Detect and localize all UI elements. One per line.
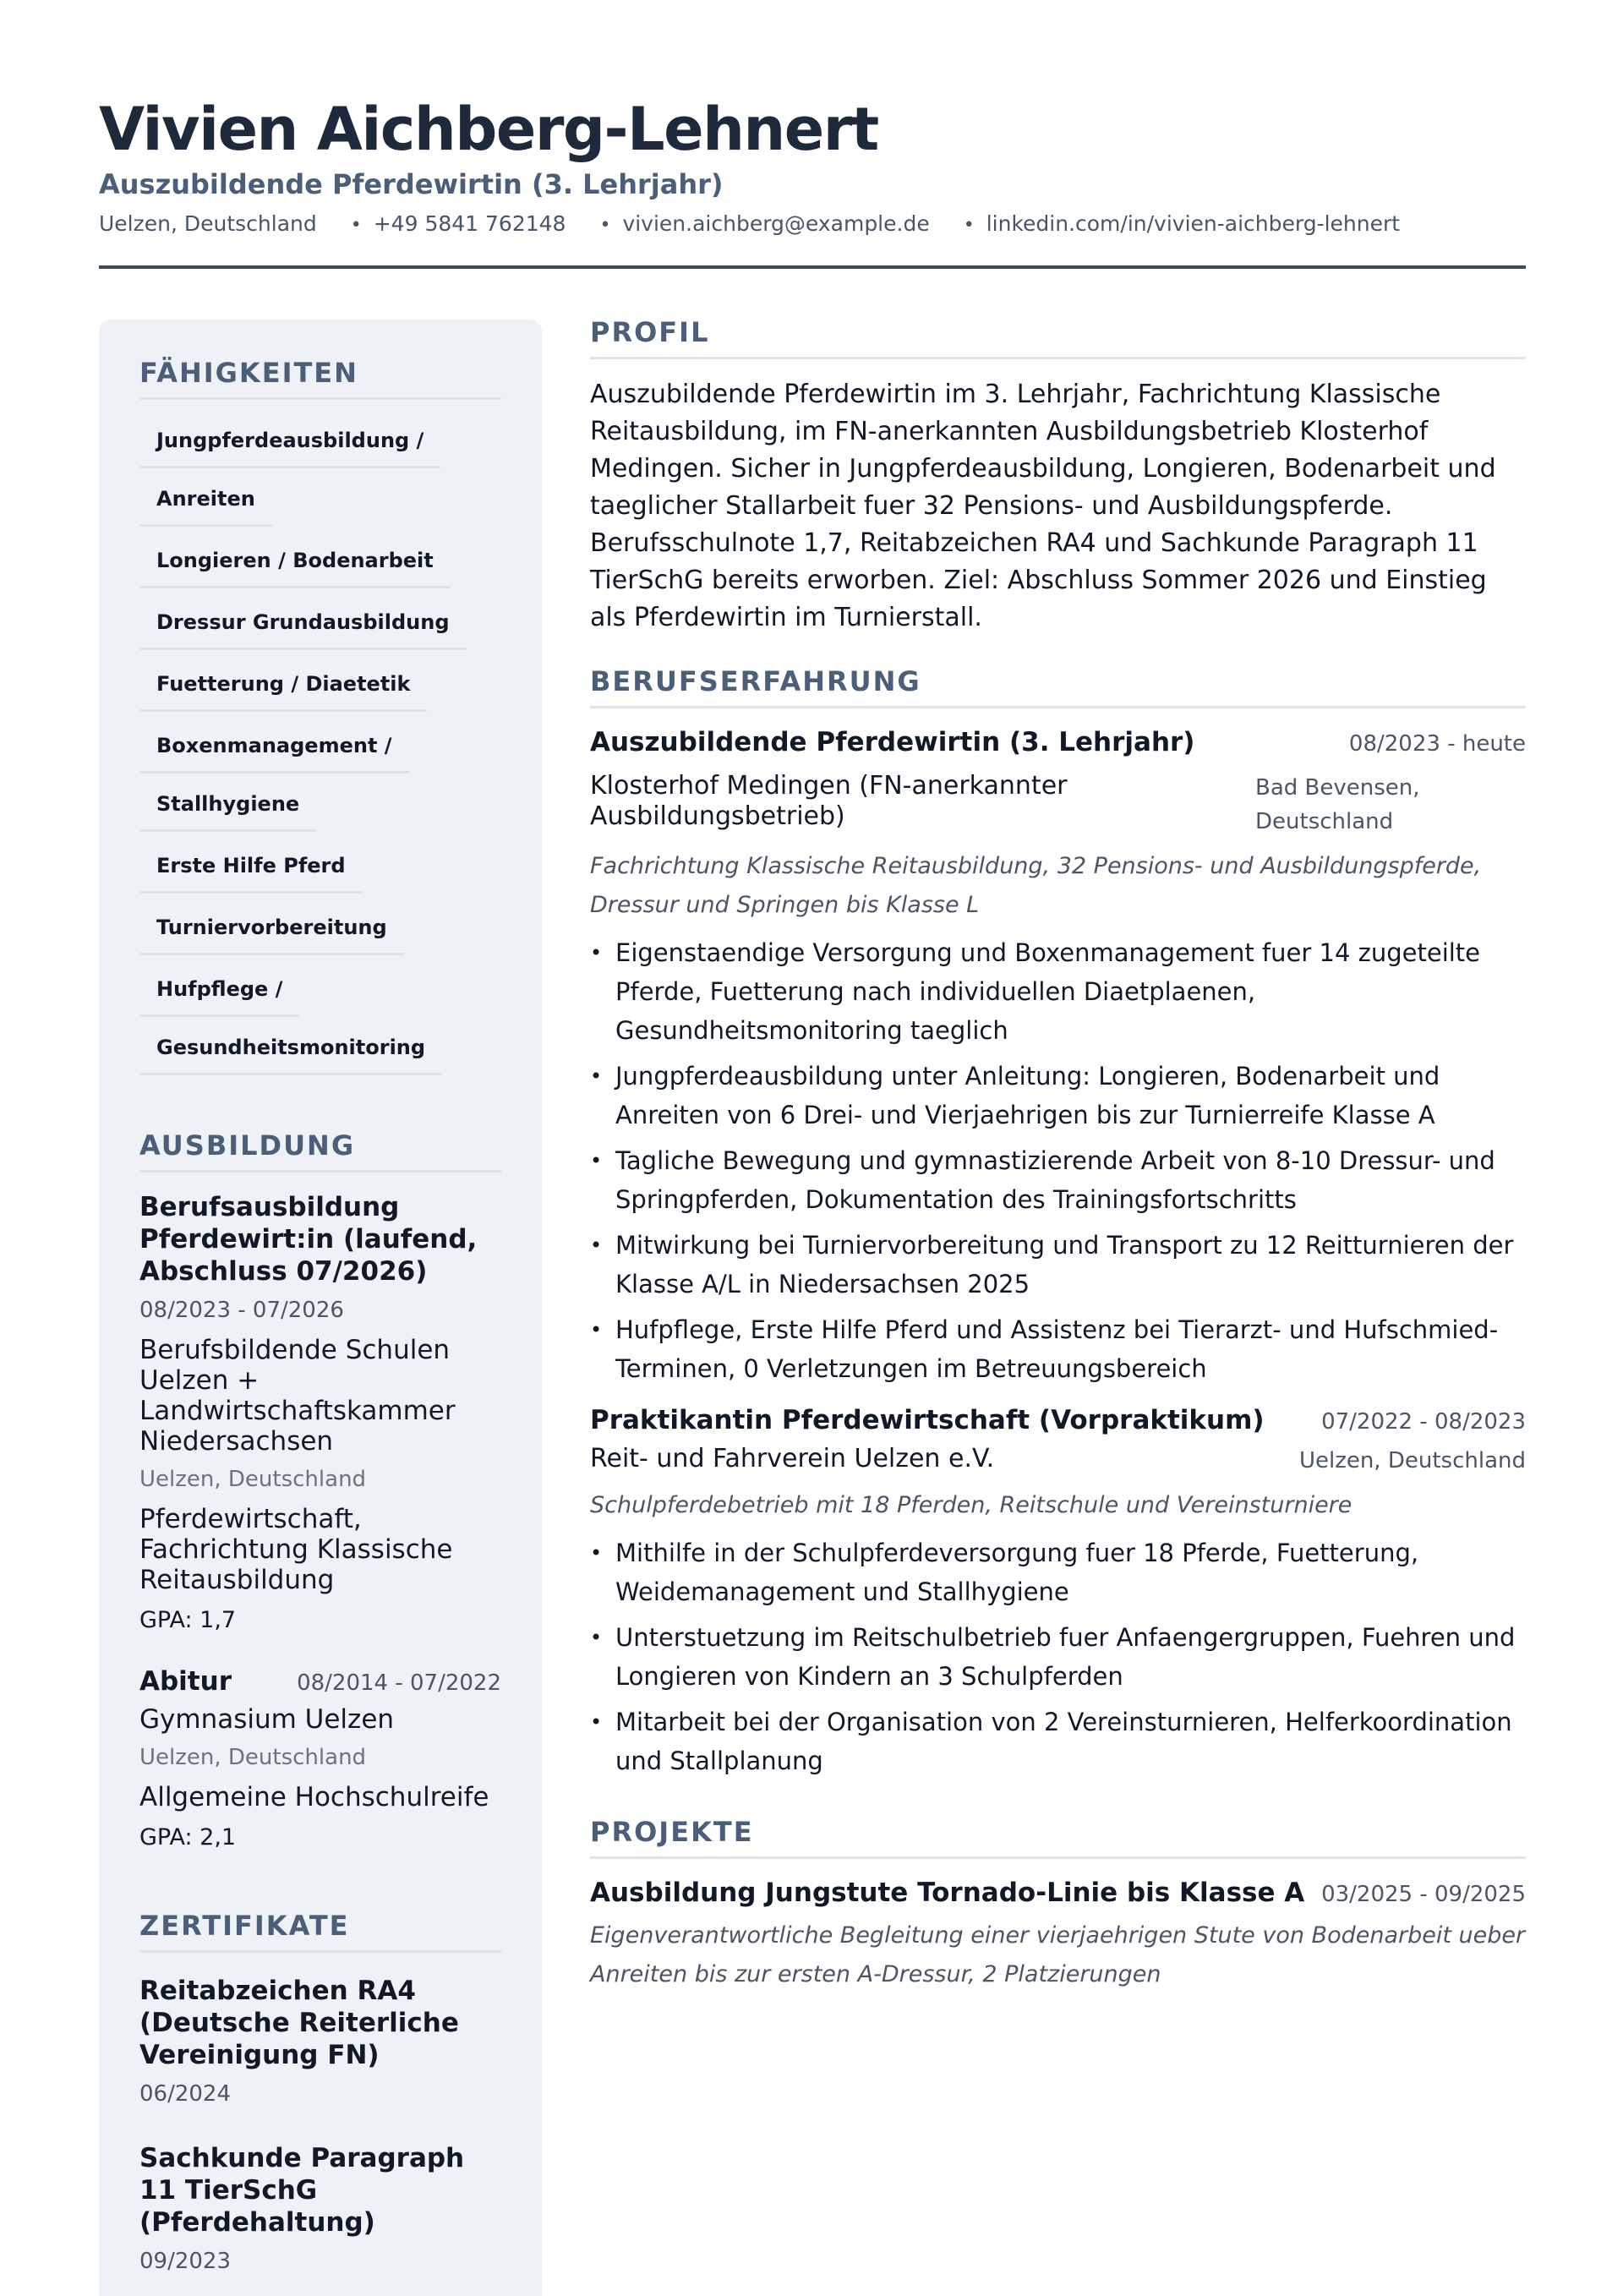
skill-tag: Boxenmanagement /	[139, 720, 409, 774]
job-entry	[590, 1405, 1526, 1780]
job-bullet: • Mitarbeit bei der Organisation von 2 Vereinsturnieren, Helferkoordination und Stallplanung	[590, 1703, 1526, 1780]
skill-tag: Dressur Grundausbildung	[139, 597, 467, 650]
job-bullet: • Tagliche Bewegung und gymnastizierende Arbeit von 8-10 Dressur- und Springpferden, Dokumentation des Trainingsfortschritts	[590, 1141, 1526, 1219]
job-entry	[590, 727, 1526, 1388]
job-organization: Reit- und Fahrverein Uelzen e.V.	[590, 1444, 995, 1473]
skill-tag: Fuetterung / Diaetetik	[139, 659, 427, 712]
skill-tag-cont: Gesundheitsmonitoring	[139, 1022, 442, 1075]
job-location: Bad Bevensen, Deutschland	[1255, 775, 1420, 834]
cert-name: Sachkunde Paragraph 11 TierSchG (Pferdehaltung)	[139, 2143, 465, 2238]
job-bullet: • Mitwirkung bei Turniervorbereitung und Transport zu 12 Reitturnieren der Klasse A/L in Niedersachsen 2025	[590, 1226, 1526, 1304]
job-bullet: • Jungpferdeausbildung unter Anleitung: Longieren, Bodenarbeit und Anreiten von 6 Drei- und Vierjaehrigen bis zur Turnierreife Klasse A	[590, 1057, 1526, 1134]
edu-dates: 08/2014 - 07/2022	[297, 1670, 501, 1696]
contact-phone: • +49 5841 762148	[351, 210, 566, 240]
contact-email: • vivien.aichberg@example.de	[599, 210, 929, 240]
edu-location: Uelzen, Deutschland	[139, 1745, 367, 1770]
certificate-entry	[139, 2142, 501, 2274]
candidate-name: Vivien Aichberg-Lehnert	[99, 95, 878, 164]
sidebar	[99, 320, 542, 2296]
edu-field: Allgemeine Hochschulreife	[139, 1782, 489, 1812]
skill-tag: Longieren / Bodenarbeit	[139, 535, 451, 588]
job-bullets	[590, 1533, 1526, 1780]
job-title: Auszubildende Pferdewirtin (3. Lehrjahr)	[590, 727, 1195, 757]
edu-gpa: GPA: 2,1	[139, 1824, 237, 1850]
skills-title: FÄHIGKEITEN	[139, 357, 501, 400]
skill-tag: Erste Hilfe Pferd	[139, 840, 363, 894]
cert-name: Reitabzeichen RA4 (Deutsche Reiterliche Vereinigung FN)	[139, 1976, 459, 2070]
education-entry	[139, 1665, 501, 1850]
cert-date: 06/2024	[139, 2081, 232, 2107]
edu-dates: 08/2023 - 07/2026	[139, 1298, 344, 1323]
skill-tag: Jungpferdeausbildung /	[139, 415, 440, 468]
project-entry	[590, 1878, 1526, 1994]
education-entry	[139, 1191, 501, 1633]
skill-tag-cont: Anreiten	[139, 473, 272, 527]
edu-field: Pferdewirtschaft, Fachrichtung Klassische Reitausbildung	[139, 1504, 453, 1595]
job-location: Uelzen, Deutschland	[1298, 1448, 1526, 1473]
skill-tag: Turniervorbereitung	[139, 902, 404, 955]
education-title: AUSBILDUNG	[139, 1129, 501, 1173]
job-bullet: • Mithilfe in der Schulpferdeversorgung fuer 18 Pferde, Fuetterung, Weidemanagement und Stallhygiene	[590, 1533, 1526, 1611]
edu-degree: Abitur	[139, 1666, 232, 1697]
skill-tag: Hufpflege /	[139, 964, 299, 1017]
project-title: Ausbildung Jungstute Tornado-Linie bis Klasse A	[590, 1878, 1305, 1908]
skill-tag-cont: Stallhygiene	[139, 779, 316, 832]
job-dates: 07/2022 - 08/2023	[1321, 1409, 1526, 1435]
edu-institution: Berufsbildende Schulen Uelzen + Landwirtschaftskammer Niedersachsen	[139, 1335, 456, 1457]
contact-linkedin: • linkedin.com/in/vivien-aichberg-lehnert	[964, 210, 1400, 240]
contact-line	[99, 210, 1526, 240]
profile-title: PROFIL	[590, 316, 1526, 359]
certificate-entry	[139, 1975, 501, 2107]
job-title: Praktikantin Pferdewirtschaft (Vorpraktikum)	[590, 1405, 1265, 1435]
job-description: Schulpferdebetrieb mit 18 Pferden, Reitschule und Vereinsturniere	[590, 1492, 1352, 1518]
job-description: Fachrichtung Klassische Reitausbildung, 32 Pensions- und Ausbildungspferde, Dressur und Springen bis Klasse L	[590, 853, 1482, 918]
projects-title: PROJEKTE	[590, 1816, 1526, 1859]
profile-text: Auszubildende Pferdewirtin im 3. Lehrjahr, Fachrichtung Klassische Reitausbildung, im FN-anerkannten Ausbildungsbetrieb Klosterhof Medingen. Sicher in Jungpferdeausbildung, Longieren, Bodenarbeit und taeglicher Stallarbeit fuer 32 Pensions- und Ausbildungspferde. Berufsschulnote 1,7, Reitabzeichen RA4 und Sachkunde Paragraph 11 TierSchG bereits erworben. Ziel: Abschluss Sommer 2026 und Einstieg als Pferdewirtin im Turnierstall.	[590, 380, 1496, 632]
job-bullet: • Unterstuetzung im Reitschulbetrieb fuer Anfaengergruppen, Fuehren und Longieren von Kindern an 3 Schulpferden	[590, 1618, 1526, 1696]
job-bullet: • Hufpflege, Erste Hilfe Pferd und Assistenz bei Tierarzt- und Hufschmied-Terminen, 0 Verletzungen im Betreuungsbereich	[590, 1310, 1526, 1388]
certificates-title: ZERTIFIKATE	[139, 1910, 501, 1953]
edu-degree: Berufsausbildung Pferdewirt:in (laufend, Abschluss 07/2026)	[139, 1192, 478, 1287]
job-bullet: • Eigenstaendige Versorgung und Boxenmanagement fuer 14 zugeteilte Pferde, Fuetterung nach individuellen Diaetplaenen, Gesundheitsmonitoring taeglich	[590, 933, 1526, 1050]
job-dates: 08/2023 - heute	[1348, 731, 1526, 757]
project-description: Eigenverantwortliche Begleitung einer vierjaehrigen Stute von Bodenarbeit ueber Anreiten bis zur ersten A-Dressur, 2 Platzierungen	[590, 1922, 1526, 1987]
edu-location: Uelzen, Deutschland	[139, 1467, 367, 1492]
job-organization: Klosterhof Medingen (FN-anerkannter Ausbildungsbetrieb)	[590, 771, 1068, 831]
resume-header	[99, 95, 1526, 240]
header-divider	[99, 265, 1526, 269]
candidate-headline: Auszubildende Pferdewirtin (3. Lehrjahr)	[99, 168, 724, 200]
project-dates: 03/2025 - 09/2025	[1321, 1882, 1526, 1907]
cert-date: 09/2023	[139, 2249, 232, 2274]
edu-gpa: GPA: 1,7	[139, 1607, 237, 1633]
contact-location: Uelzen, Deutschland	[99, 211, 317, 236]
edu-institution: Gymnasium Uelzen	[139, 1704, 395, 1735]
skills-list	[139, 415, 501, 1080]
main-column	[590, 316, 1526, 1994]
experience-title: BERUFSERFAHRUNG	[590, 665, 1526, 708]
job-bullets	[590, 933, 1526, 1388]
